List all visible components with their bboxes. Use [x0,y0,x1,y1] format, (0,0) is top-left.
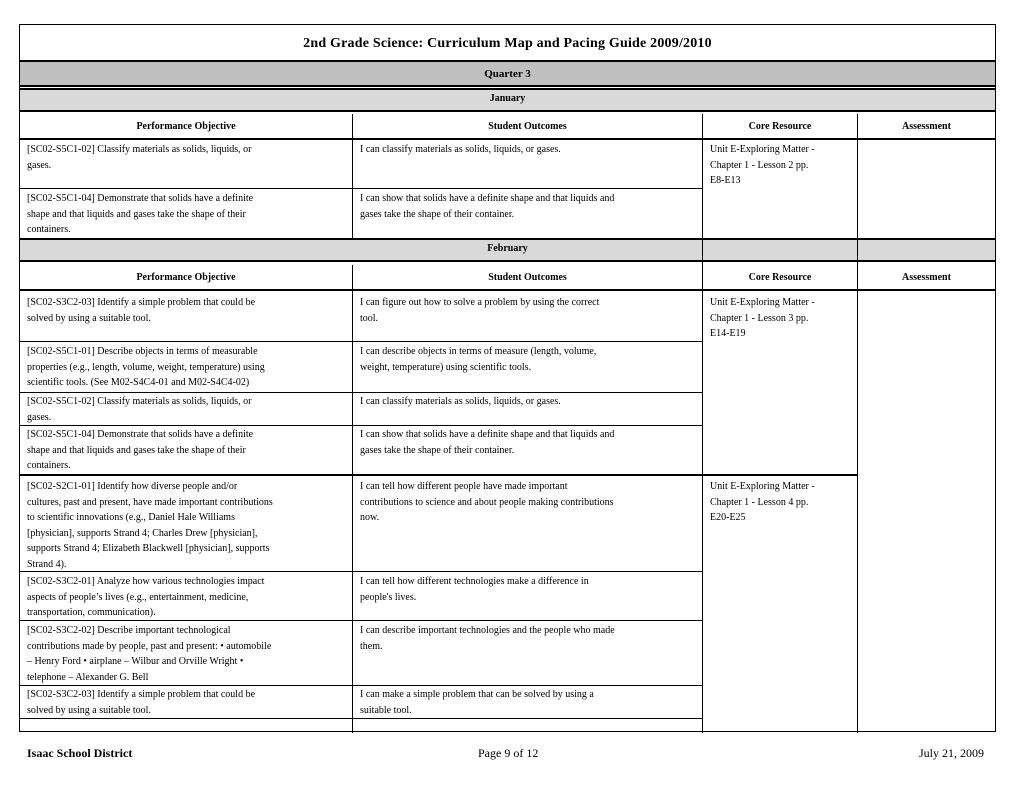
objective-cell: [SC02-S3C2-03] Identify a simple problem that could be solved by using a suitable tool. [27,297,256,324]
objective-cell: [SC02-S5C1-02] Classify materials as solids, liquids, or gases. [27,144,252,171]
header-objective: Performance Objective [136,121,236,132]
objective-cell: [SC02-S5C1-04] Demonstrate that solids have a definite shape and that liquids and gases take the shape of their containers. [27,193,254,235]
objective-cell: [SC02-S3C2-02] Describe important technological contributions made by people, past and present: • automobile – Henry Ford • airplane – Wilbur and Orville Wright • telephone – Alexander G. Bell [27,625,272,683]
objective-cell: [SC02-S5C1-02] Classify materials as solids, liquids, or gases. [27,396,252,423]
header-outcomes: Student Outcomes [488,121,567,132]
outcome-cell: I can figure out how to solve a problem by using the correct tool. [360,297,600,324]
outcome-cell: I can show that solids have a definite shape and that liquids and gases take the shape of their container. [360,193,615,220]
header-assessment: Assessment [902,272,951,283]
resource-cell: Unit E-Exploring Matter - Chapter 1 - Lesson 4 pp. E20-E25 [710,481,815,523]
column-header-row [20,265,995,291]
page-title: 2nd Grade Science: Curriculum Map and Pacing Guide 2009/2010 [303,36,712,51]
outcome-cell: I can make a simple problem that can be solved by using a suitable tool. [360,689,594,716]
footer-district: Isaac School District [27,746,133,760]
resource-cell: Unit E-Exploring Matter - Chapter 1 - Lesson 2 pp. E8-E13 [710,144,815,186]
outcome-cell: I can tell how different technologies make a difference in people's lives. [360,576,589,603]
footer-page-number: Page 9 of 12 [478,746,539,760]
objective-cell: [SC02-S3C2-01] Analyze how various technologies impact aspects of people’s lives (e.g., entertainment, medicine, transportation, communication). [27,576,265,618]
footer-date: July 21, 2009 [919,746,985,760]
outcome-cell: I can show that solids have a definite shape and that liquids and gases take the shape of their container. [360,429,615,456]
outcome-cell: I can classify materials as solids, liquids, or gases. [360,144,561,155]
header-assessment: Assessment [902,121,951,132]
header-objective: Performance Objective [136,272,236,283]
header-resource: Core Resource [748,272,812,283]
header-resource: Core Resource [748,121,812,132]
objective-cell: [SC02-S5C1-04] Demonstrate that solids have a definite shape and that liquids and gases take the shape of their containers. [27,429,254,471]
month-band-february: February [20,238,995,262]
outcome-cell: I can tell how different people have made important contributions to science and about people making contributions now. [360,481,614,523]
objective-cell: [SC02-S5C1-01] Describe objects in terms of measurable properties (e.g., length, volume, weight, temperature) using scientific tools. (See M02-S4C4-01 and M02-S4C4-02) [27,346,265,388]
month-band-january: January [20,88,995,112]
objective-cell: [SC02-S2C1-01] Identify how diverse people and/or cultures, past and present, have made important contributions to scientific innovations (e.g., Daniel Hale Williams [physician], supports Strand 4; Charles Drew [physician], supports Strand 4; Elizabeth Blackwell [physician], supports Strand 4). [27,481,273,570]
column-header-row [20,114,995,140]
header-outcomes: Student Outcomes [488,272,567,283]
resource-cell: Unit E-Exploring Matter - Chapter 1 - Lesson 3 pp. E14-E19 [710,297,815,339]
quarter-band: Quarter 3 [20,60,995,87]
outcome-cell: I can describe important technologies and the people who made them. [360,625,615,652]
outcome-cell: I can classify materials as solids, liquids, or gases. [360,396,561,407]
curriculum-table [19,24,996,732]
objective-cell: [SC02-S3C2-03] Identify a simple problem that could be solved by using a suitable tool. [27,689,256,716]
outcome-cell: I can describe objects in terms of measure (length, volume, weight, temperature) using scientific tools. [360,346,597,373]
